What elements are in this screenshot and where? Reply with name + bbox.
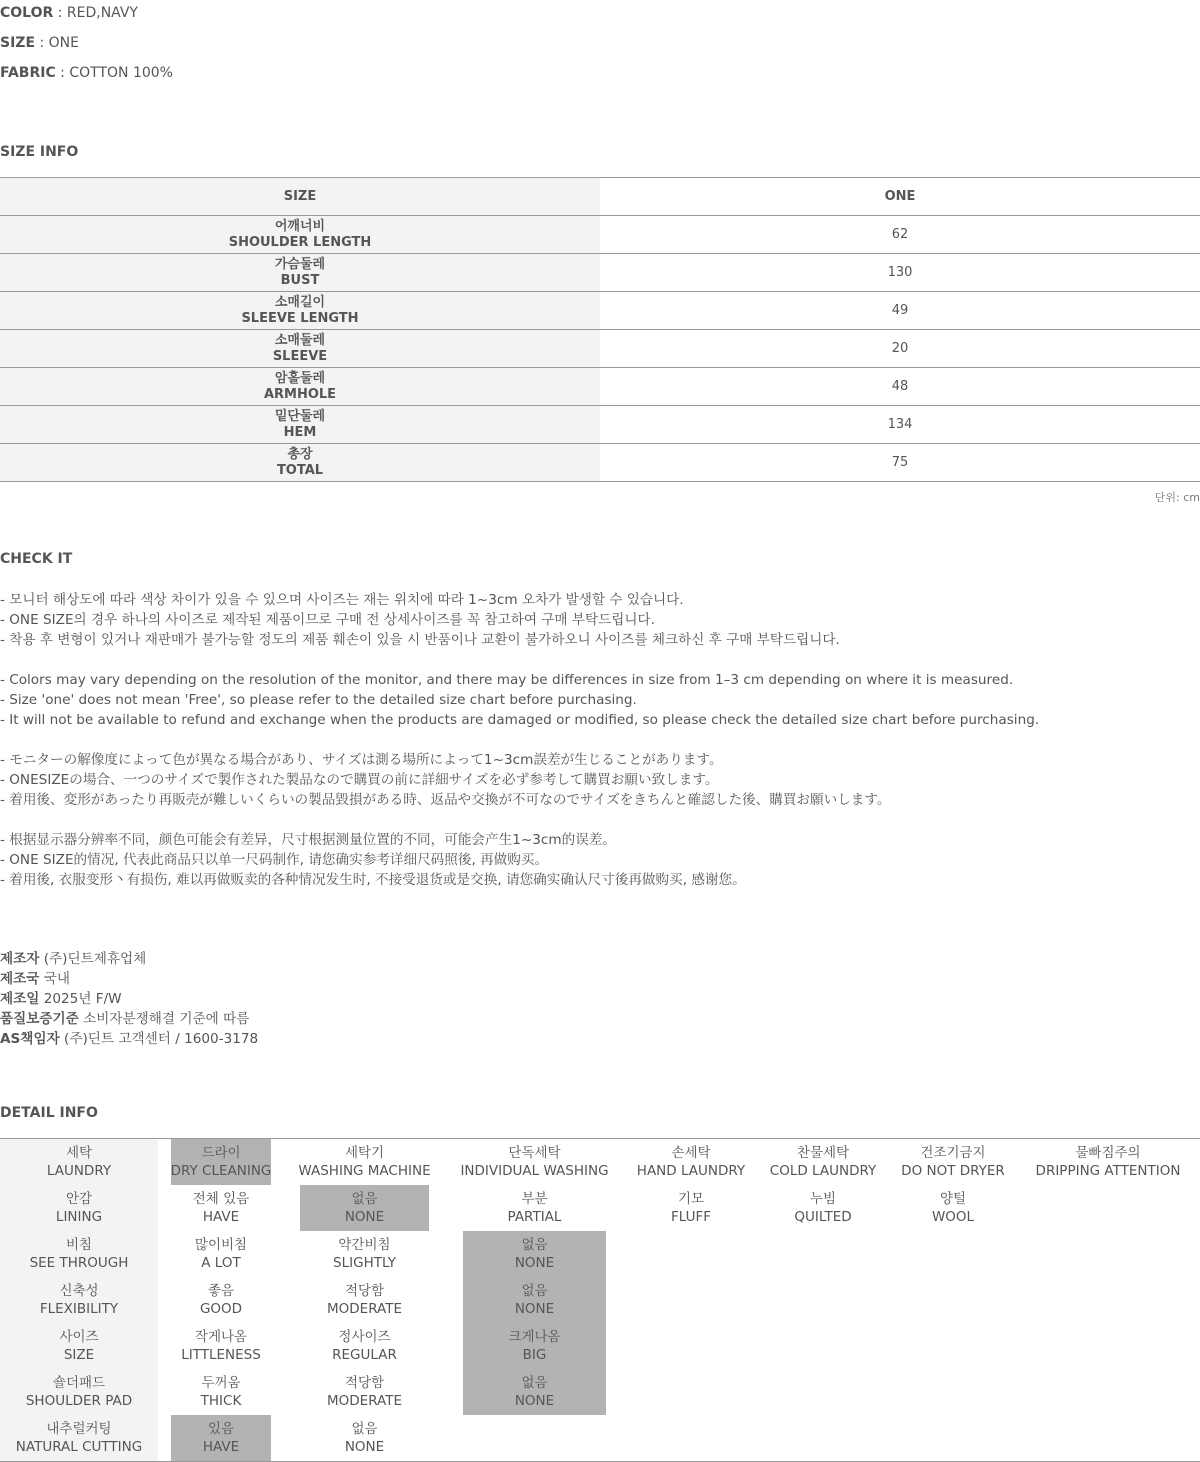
- measure-label-ko: 가슴둘레: [274, 256, 326, 272]
- measure-value: 75: [891, 455, 909, 470]
- maker-line: [0, 949, 258, 969]
- detail-option: [300, 1231, 429, 1277]
- notice-line: - モニターの解像度によって色が異なる場合があり、サイズは測る場所によって1~3cm誤差が生じることがあります。: [0, 752, 723, 768]
- detail-label-en: DRIPPING ATTENTION: [1035, 1163, 1181, 1179]
- detail-category: [0, 1185, 158, 1231]
- maker-label: AS책임자: [0, 1031, 60, 1047]
- maker-line: [0, 989, 258, 1009]
- detail-label-en: BIG: [522, 1347, 547, 1363]
- detail-option-selected: [463, 1231, 606, 1277]
- detail-label-ko: 크게나옴: [508, 1329, 561, 1345]
- detail-category: [0, 1369, 158, 1415]
- detail-category: [0, 1277, 158, 1323]
- table-row: [0, 330, 1200, 368]
- detail-label-en: A LOT: [201, 1255, 241, 1271]
- detail-label-ko: 좋음: [207, 1283, 235, 1299]
- spec-label: FABRIC: [0, 65, 56, 81]
- detail-label-ko: 세탁: [65, 1145, 93, 1161]
- measure-label-ko: 밑단둘레: [274, 408, 326, 424]
- maker-value: 국내: [39, 971, 70, 987]
- detail-label-ko: 사이즈: [59, 1329, 99, 1345]
- detail-option: [890, 1185, 1016, 1231]
- maker-value: (주)딘트 고객센터 / 1600-3178: [59, 1031, 259, 1047]
- detail-label-ko: 찬물세탁: [796, 1145, 850, 1161]
- measure-value: 134: [887, 417, 913, 432]
- detail-label-ko: 많이비침: [194, 1237, 248, 1253]
- detail-option: [463, 1185, 606, 1231]
- detail-label-ko: 신축성: [59, 1283, 99, 1299]
- detail-label-ko: 있음: [207, 1421, 235, 1437]
- maker-value: 2025년 F/W: [39, 991, 122, 1007]
- detail-label-ko: 비침: [65, 1237, 93, 1253]
- detail-option: [171, 1185, 271, 1231]
- detail-grid: [0, 1138, 1200, 1462]
- size-header-label: SIZE: [0, 178, 600, 215]
- check-it-title: CHECK IT: [0, 551, 73, 567]
- detail-label-en: HAVE: [202, 1209, 240, 1225]
- maker-label: 품질보증기준: [0, 1011, 79, 1027]
- detail-label-ko: 두꺼움: [201, 1375, 241, 1391]
- maker-label: 제조일: [0, 991, 40, 1007]
- detail-label-en: THICK: [200, 1393, 242, 1409]
- detail-label-ko: 물빠짐주의: [1075, 1145, 1141, 1161]
- detail-label-ko: 적당함: [344, 1283, 385, 1299]
- notice-line: - Colors may vary depending on the resolution of the monitor, and there may be differences in size from 1–3 cm depending on where it is measured.: [0, 672, 1014, 688]
- detail-label-en: INDIVIDUAL WASHING: [460, 1163, 609, 1179]
- detail-category: [0, 1231, 158, 1277]
- table-row: [0, 216, 1200, 254]
- table-row: [0, 254, 1200, 292]
- measure-label: [0, 216, 600, 253]
- spec-value: : COTTON 100%: [55, 65, 173, 81]
- detail-option: [629, 1139, 753, 1185]
- measure-value: 20: [891, 341, 909, 356]
- measure-label: [0, 330, 600, 367]
- detail-category: [0, 1139, 158, 1185]
- detail-label-en: COLD LAUNDRY: [769, 1163, 877, 1179]
- maker-line: [0, 1029, 258, 1049]
- table-row: [0, 444, 1200, 482]
- detail-label-en: WOOL: [931, 1209, 975, 1225]
- detail-label-ko: 드라이: [201, 1145, 241, 1161]
- measure-label-ko: 소매둘레: [274, 332, 326, 348]
- detail-label-en: FLEXIBILITY: [39, 1301, 119, 1317]
- notice-line: - Size 'one' does not mean 'Free', so please refer to the detailed size chart before purchasing.: [0, 692, 637, 708]
- detail-label-ko: 세탁기: [344, 1145, 385, 1161]
- detail-label-en: NATURAL CUTTING: [15, 1439, 143, 1455]
- detail-label-ko: 내추럴커팅: [46, 1421, 112, 1437]
- detail-option: [171, 1277, 271, 1323]
- measure-label-en: SLEEVE: [272, 348, 328, 364]
- detail-option: [171, 1369, 271, 1415]
- detail-label-en: MODERATE: [327, 1301, 402, 1317]
- detail-label-en: HAVE: [202, 1439, 240, 1455]
- maker-line: [0, 1009, 258, 1029]
- notice-line: - ONE SIZE의 경우 하나의 사이즈로 제작된 제품이므로 구매 전 상세사이즈를 꼭 참고하여 구매 부탁드립니다.: [0, 612, 655, 628]
- detail-label-ko: 없음: [351, 1421, 378, 1437]
- measure-label-en: BUST: [280, 272, 320, 288]
- detail-label-en: NONE: [344, 1439, 385, 1455]
- notice-line: - ONESIZEの場合、一つのサイズで製作された製品なので購買の前に詳細サイズを必ず参考して購買お願い致します。: [0, 772, 719, 788]
- detail-label-en: NONE: [514, 1301, 555, 1317]
- detail-label-ko: 작게나옴: [194, 1329, 248, 1345]
- detail-option: [760, 1185, 886, 1231]
- notice-line: - 착용 후 변형이 있거나 재판매가 불가능할 정도의 제품 훼손이 있을 시 반품이나 교환이 불가하오니 사이즈를 체크하신 후 구매 부탁드립니다.: [0, 632, 840, 648]
- detail-option: [171, 1323, 271, 1369]
- measure-value: 62: [891, 227, 909, 242]
- detail-label-ko: 약간비침: [338, 1237, 391, 1253]
- notice-line: - 根据显示器分辨率不同，颜色可能会有差异，尺寸根据测量位置的不同，可能会产生1~3cm的误差。: [0, 832, 616, 848]
- maker-value: 소비자분쟁해결 기준에 따름: [78, 1011, 250, 1027]
- notice-line: - 모니터 해상도에 따라 색상 차이가 있을 수 있으며 사이즈는 재는 위치에 따라 1~3cm 오차가 발생할 수 있습니다.: [0, 592, 684, 608]
- detail-label-ko: 안감: [65, 1191, 93, 1207]
- detail-label-ko: 없음: [351, 1191, 378, 1207]
- detail-option-selected: [300, 1185, 429, 1231]
- detail-label-ko: 없음: [521, 1375, 548, 1391]
- table-row: [0, 292, 1200, 330]
- detail-label-en: HAND LAUNDRY: [636, 1163, 746, 1179]
- detail-label-en: SLIGHTLY: [333, 1255, 396, 1271]
- detail-option-selected: [171, 1139, 271, 1185]
- detail-option-selected: [463, 1323, 606, 1369]
- measure-label-en: TOTAL: [276, 462, 324, 478]
- detail-option: [300, 1139, 429, 1185]
- detail-option: [171, 1231, 271, 1277]
- detail-label-en: LAUNDRY: [46, 1163, 112, 1179]
- spec-color: [0, 3, 138, 23]
- detail-label-en: SIZE: [63, 1347, 95, 1363]
- maker-label: 제조국: [0, 971, 40, 987]
- notice-line: - ONE SIZE的情况, 代表此商品只以单一尺码制作, 请您确实参考详细尺码照後, 再做购买。: [0, 852, 549, 868]
- measure-label: [0, 292, 600, 329]
- notice-line: - 着用後、変形があったり再販売が難しいくらいの製品毀損がある時、返品や交換が不可なのでサイズをきちんと確認した後、購買お願いします。: [0, 792, 891, 808]
- measure-label: [0, 444, 600, 481]
- detail-label-ko: 정사이즈: [338, 1329, 391, 1345]
- detail-label-ko: 없음: [521, 1237, 548, 1253]
- detail-label-en: QUILTED: [794, 1209, 852, 1225]
- measure-value: 130: [887, 265, 913, 280]
- detail-label-ko: 없음: [521, 1283, 548, 1299]
- detail-label-ko: 전체 있음: [192, 1191, 250, 1207]
- detail-option: [300, 1369, 429, 1415]
- measure-label-ko: 어깨너비: [274, 218, 326, 234]
- measure-value: 48: [891, 379, 909, 394]
- detail-label-ko: 손세탁: [671, 1145, 711, 1161]
- detail-option: [300, 1277, 429, 1323]
- maker-label: 제조자: [0, 951, 40, 967]
- detail-label-en: NONE: [514, 1393, 555, 1409]
- spec-value: : ONE: [35, 35, 79, 51]
- detail-label-en: WASHING MACHINE: [298, 1163, 431, 1179]
- maker-line: [0, 969, 258, 989]
- detail-category: [0, 1323, 158, 1369]
- detail-label-ko: 누빔: [809, 1191, 837, 1207]
- detail-info-title: DETAIL INFO: [0, 1105, 98, 1121]
- unit-note: 단위: cm: [1154, 491, 1200, 504]
- spec-value: : RED,NAVY: [53, 5, 138, 21]
- detail-option: [890, 1139, 1016, 1185]
- detail-label-ko: 건조기금지: [920, 1145, 986, 1161]
- detail-label-ko: 적당함: [344, 1375, 385, 1391]
- spec-label: SIZE: [0, 35, 36, 51]
- measure-value: 49: [891, 303, 909, 318]
- detail-option: [300, 1415, 429, 1461]
- detail-category: [0, 1415, 158, 1461]
- measure-label: [0, 254, 600, 291]
- size-table-header: [0, 178, 1200, 216]
- detail-label-en: NONE: [514, 1255, 555, 1271]
- notice-list: [0, 590, 1200, 890]
- measure-label-ko: 암홀둘레: [274, 370, 326, 386]
- detail-label-en: FLUFF: [670, 1209, 712, 1225]
- detail-label-en: PARTIAL: [507, 1209, 562, 1225]
- notice-line: - It will not be available to refund and exchange when the products are damaged or modified, so please check the detailed size chart before purchasing.: [0, 712, 1040, 728]
- measure-label-en: HEM: [283, 424, 317, 440]
- detail-option: [460, 1139, 609, 1185]
- manufacturer-info: [0, 949, 258, 1049]
- spec-label: COLOR: [0, 5, 54, 21]
- detail-option: [629, 1185, 753, 1231]
- detail-label-en: NONE: [344, 1209, 385, 1225]
- detail-option-selected: [171, 1415, 271, 1461]
- detail-label-en: SEE THROUGH: [29, 1255, 129, 1271]
- detail-option: [300, 1323, 429, 1369]
- detail-label-ko: 부분: [521, 1191, 548, 1207]
- detail-label-en: DRY CLEANING: [170, 1163, 272, 1179]
- notice-line: - 着用後, 衣服变形丶有损伤, 难以再做贩卖的各种情况发生时, 不接受退货或是交换, 请您确实确认尺寸後再做购买, 感谢您。: [0, 872, 746, 888]
- measure-label-en: SLEEVE LENGTH: [241, 310, 359, 326]
- measure-label: [0, 368, 600, 405]
- maker-value: (주)딘트제휴업체: [39, 951, 147, 967]
- detail-label-en: REGULAR: [332, 1347, 397, 1363]
- measure-label-en: ARMHOLE: [263, 386, 337, 402]
- detail-label-ko: 단독세탁: [508, 1145, 561, 1161]
- measure-label-ko: 총장: [287, 446, 313, 462]
- detail-option: [1020, 1139, 1196, 1185]
- table-row: [0, 406, 1200, 444]
- detail-label-en: GOOD: [199, 1301, 243, 1317]
- detail-label-en: SHOULDER PAD: [25, 1393, 133, 1409]
- detail-option: [760, 1139, 886, 1185]
- spec-size: [0, 33, 79, 53]
- detail-label-ko: 양털: [939, 1191, 967, 1207]
- detail-label-en: LINING: [55, 1209, 103, 1225]
- measure-label: [0, 406, 600, 443]
- size-info-title: SIZE INFO: [0, 144, 79, 160]
- measure-label-en: SHOULDER LENGTH: [228, 234, 372, 250]
- detail-label-en: MODERATE: [327, 1393, 402, 1409]
- measure-label-ko: 소매길이: [274, 294, 326, 310]
- detail-label-ko: 기모: [677, 1191, 705, 1207]
- table-row: [0, 368, 1200, 406]
- spec-fabric: [0, 63, 173, 83]
- detail-label-en: LITTLENESS: [181, 1347, 261, 1363]
- detail-option-selected: [463, 1277, 606, 1323]
- detail-label-en: DO NOT DRYER: [901, 1163, 1005, 1179]
- detail-option-selected: [463, 1369, 606, 1415]
- size-header-value: ONE: [600, 178, 1200, 215]
- detail-label-ko: 숄더패드: [52, 1375, 106, 1391]
- size-table: [0, 177, 1200, 482]
